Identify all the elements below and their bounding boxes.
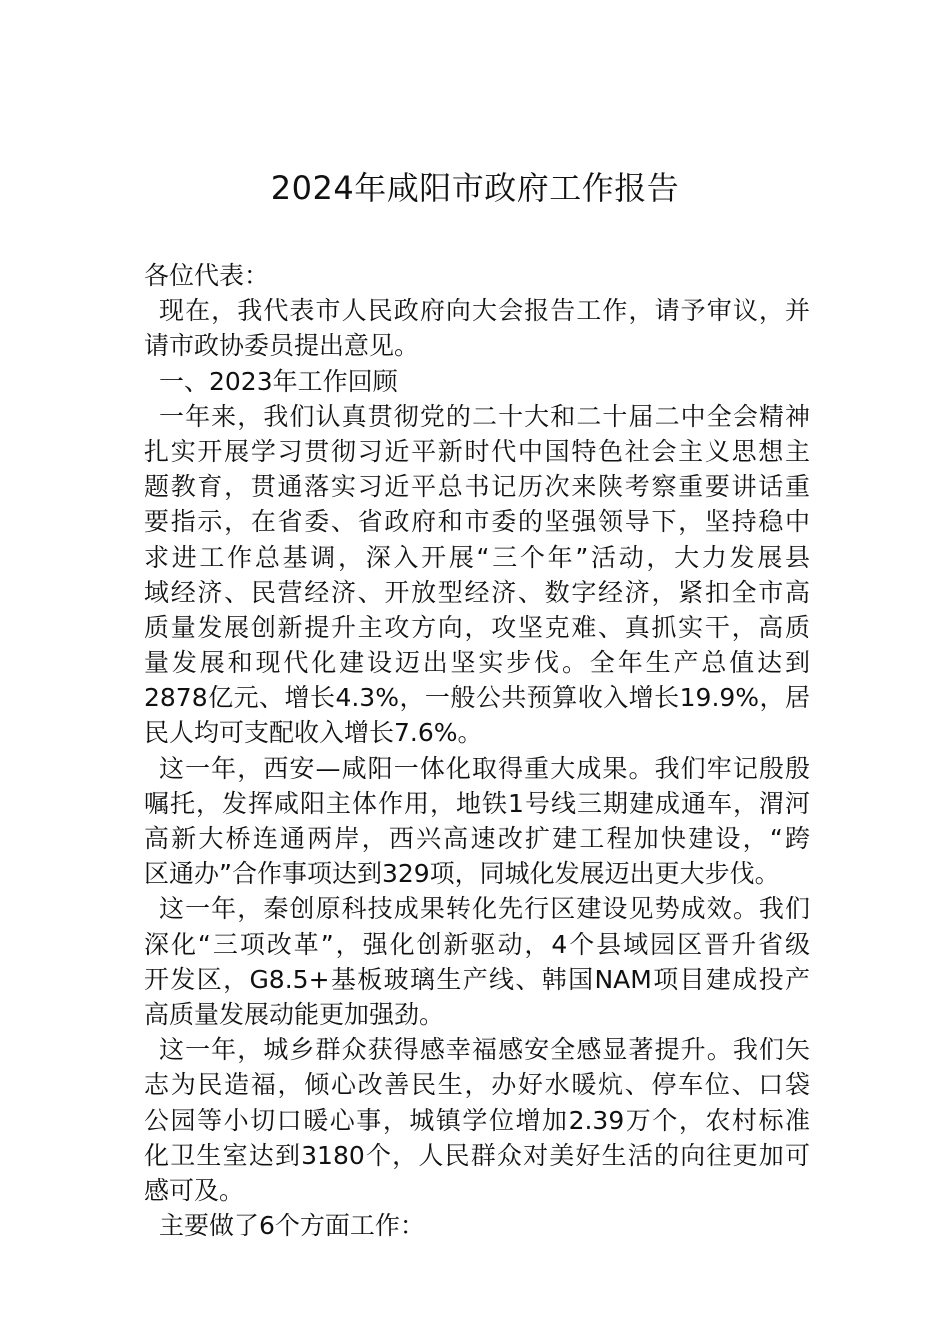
text-line: 题教育，贯通落实习近平总书记历次来陕考察重要讲话重 bbox=[144, 472, 810, 502]
paragraph bbox=[144, 1032, 810, 1208]
paragraph bbox=[144, 751, 810, 892]
text-line: 高质量发展动能更加强劲。 bbox=[144, 999, 445, 1029]
text-line: 一年来，我们认真贯彻党的二十大和二十届二中全会精神 bbox=[159, 401, 810, 431]
text-line: 这一年，城乡群众获得感幸福感安全感显著提升。我们矢 bbox=[159, 1035, 810, 1065]
document-body bbox=[144, 258, 810, 1243]
section-heading bbox=[144, 364, 810, 399]
text-line: 区通办”合作事项达到329项，同城化发展迈出更大步伐。 bbox=[144, 859, 780, 889]
text-line: 要指示，在省委、省政府和市委的坚强领导下，坚持稳中 bbox=[144, 507, 810, 537]
document-title: 2024年咸阳市政府工作报告 bbox=[270, 169, 680, 207]
text-line: 高新大桥连通两岸，西兴高速改扩建工程加快建设，“跨 bbox=[144, 824, 810, 853]
text-line: 域经济、民营经济、开放型经济、数字经济，紧扣全市高 bbox=[144, 577, 810, 607]
text-line: 这一年，秦创原科技成果转化先行区建设见势成效。我们 bbox=[159, 894, 810, 924]
text-line: 质量发展创新提升主攻方向，攻坚克难、真抓实干，高质 bbox=[144, 612, 810, 642]
text-line: 志为民造福，倾心改善民生，办好水暖炕、停车位、口袋 bbox=[144, 1070, 810, 1100]
text-line: 主要做了6个方面工作： bbox=[159, 1211, 425, 1241]
text-line: 2878亿元、增长4.3%，一般公共预算收入增长19.9%，居 bbox=[144, 683, 810, 713]
text-line: 化卫生室达到3180个，人民群众对美好生活的向往更加可 bbox=[144, 1140, 810, 1170]
text-line: 开发区，G8.5+基板玻璃生产线、韩国NAM项目建成投产 bbox=[144, 964, 810, 994]
text-line: 嘱托，发挥咸阳主体作用，地铁1号线三期建成通车，渭河 bbox=[144, 788, 810, 818]
text-line: 公园等小切口暖心事，城镇学位增加2.39万个，农村标准 bbox=[144, 1105, 810, 1135]
text-line: 量发展和现代化建设迈出坚实步伐。全年生产总值达到 bbox=[144, 648, 810, 678]
text-line: 这一年，西安—咸阳一体化取得重大成果。我们牢记殷殷 bbox=[159, 753, 810, 783]
salutation: 各位代表： bbox=[144, 261, 270, 290]
paragraph bbox=[144, 1208, 810, 1243]
text-line: 请市政协委员提出意见。 bbox=[144, 331, 420, 361]
text-line: 感可及。 bbox=[144, 1175, 245, 1205]
text-line: 民人均可支配收入增长7.6%。 bbox=[144, 718, 483, 748]
paragraph bbox=[144, 293, 810, 363]
text-line: 现在，我代表市人民政府向大会报告工作，请予审议，并 bbox=[159, 296, 810, 326]
text-line: 求进工作总基调，深入开展“三个年”活动，大力发展县 bbox=[144, 542, 810, 572]
text-line: 深化“三项改革”，强化创新驱动，4个县域园区晋升省级 bbox=[144, 929, 810, 959]
text-line: 一、2023年工作回顾 bbox=[159, 366, 398, 396]
text-line: 扎实开展学习贯彻习近平新时代中国特色社会主义思想主 bbox=[144, 436, 810, 466]
paragraph bbox=[144, 891, 810, 1032]
paragraph bbox=[144, 399, 810, 751]
